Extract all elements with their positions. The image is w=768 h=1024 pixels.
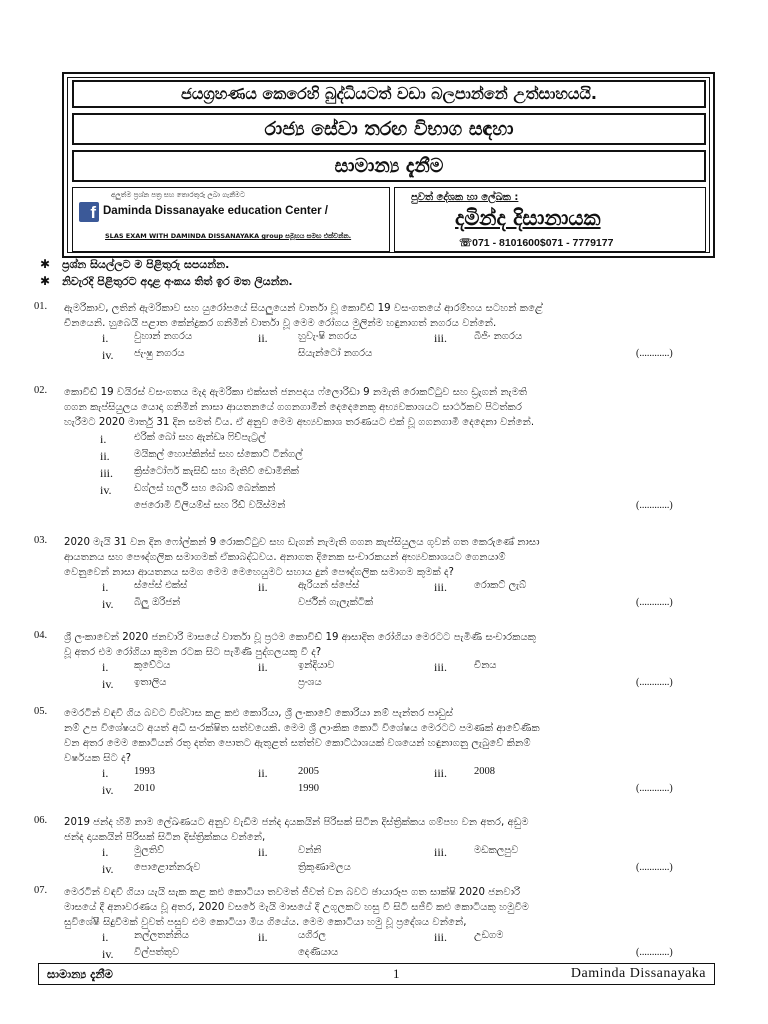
option-numeral: ii. (258, 331, 268, 345)
option-text: මුලතිව් (134, 845, 165, 856)
question-text: මෙරටින් වඳවී ගියා යැයි සැක කළ කළු කොටියා තවමත් ජීවත් වන බවට ඡායාරූප ගත සාක්ෂි 2020 ජනවාරි මාසයේ දී අනාවරණය වූ අතර, 2020 වසරේ මැයි මාසයේ දී උගුලකට හසු වී සිටි සජීවී කළු කොටියකු හමුවීම සුවිශේෂී සිදුවීමක් වුවත් පසුව එම කොටියා මිය ගියේය. මෙම කොටියා හමු වූ ප්‍රදේශය වන්නේ, (64, 887, 530, 928)
option-numeral: iii. (434, 845, 448, 859)
option-numeral: iii. (100, 466, 114, 480)
option-text: 1990 (298, 783, 319, 794)
author-name: දමින්ද දිසානායක (455, 206, 601, 230)
option-row (64, 432, 724, 449)
option-text: උඩගම (474, 930, 504, 941)
option-row (64, 947, 724, 964)
exam-title: රාජ්‍ය සේවා තරඟ විභාග සඳහා (72, 113, 706, 145)
option-text: 1993 (134, 766, 155, 777)
question-text: ඇමරිකාව, ලතින් ඇමරිකාව සහ යුරෝපයේ සියලුයෙන් වාර්තා වූ කොවිඩ් 19 වසංගතයේ ආරම්භය සටහන් කළේ චීනයෙනි. හුබෙයි පළාත කේන්ද්‍රකර ගනිමින් වාර්තා වූ මෙම රෝගය මුලින්ම හඳුනාගත් නගරය වන්නේ. (64, 303, 543, 329)
option-text: වර්ජින් ගැලැක්ටික් (298, 597, 374, 608)
option-numeral: ii. (258, 845, 268, 859)
option-numeral: iv. (102, 862, 114, 876)
question-number: 03. (34, 535, 48, 546)
option-row (64, 766, 724, 783)
option-numeral: i. (102, 580, 109, 594)
option-row (64, 677, 724, 694)
option-row (64, 660, 724, 677)
option-numeral: i. (100, 432, 107, 446)
author-label: පුවත් දේශක හා ලේඛක : (411, 192, 519, 203)
option-text: දෙණියාය (298, 947, 339, 958)
option-text: බීජිං නගරය (474, 331, 523, 342)
option-row (64, 862, 724, 879)
option-numeral: ii. (100, 449, 110, 463)
footer-author: Daminda Dissanayaka (570, 966, 706, 981)
option-text: 2008 (474, 766, 495, 777)
question-number: 01. (34, 301, 48, 312)
question-5 (34, 706, 724, 800)
option-numeral: iv. (102, 783, 114, 797)
option-text: 2010 (134, 783, 155, 794)
question-text: කොවිඩ් 19 වයිරස් වසංගතය මැද ඇමරිකා එක්සත් ජනපදය ෆ්ලොරිඩා 9 නමැති රොකට්ටුව සහ ඩ්‍රැගන් නැමති ගගන කැප්සියුලය යොදා ගනිමින් නාසා ආයතනයේ ගගනගාමීන් දෙදෙනෙකු අභ්‍යවකාශයට සාර්ථකව පිටත්කර හැරීමට 2020 මාර්තු 31 දින සමත් විය. ඒ අනුව මෙම අභ්‍යවකාශ තරණයට එක් වූ ගගනගාමී දෙදෙනා වන්නේ. (64, 387, 535, 428)
option-numeral: iv. (102, 597, 114, 611)
option-text: ජැංෂු නගරය (134, 348, 185, 359)
option-numeral: i. (102, 766, 109, 780)
option-text: බිලු ඔරිජන් (134, 597, 181, 608)
option-text: ක්‍රිස්ටෝෆර් කැසිඩ් සහ මැතිව් ඩොමිනික් (134, 466, 299, 477)
option-row (64, 483, 724, 500)
option-text: මඩකලපුව (474, 845, 519, 856)
option-text: ඉතාලිය (134, 677, 167, 688)
instruction-1: ✱ ප්‍රශ්න සියල්ලට ම පිළිතුරු සපයන්න. (40, 257, 230, 271)
question-text: 2020 මැයි 31 වන දින ෆෝල්කන් 9 රොකට්ටුව සහ ඩැගන් නැමැති ගගන කැප්සියුලය ගුවන් ගත කෙරුණේ නාසා ආයතනය සහ පෞද්ගලික සමාගමක් ඒකාබද්ධවය. අනාගත දිනෙක සංචාරකයන් අභ්‍යවකාශයට ගෙනයාම් වෙනුවෙන් නාසා ආයතනය සමග මෙම මෙහෙයුමට සහාය දුන් පෞද්ගලික සමාගම කුමක් ද? (64, 537, 540, 578)
option-row (64, 466, 724, 483)
option-text: වන්නි (298, 845, 322, 856)
option-text: 2005 (298, 766, 319, 777)
info-hint: අලුත්ම ප්‍රශ්න පත්‍ර සහ තොරතුරු ලබා ගැනීමට (111, 191, 245, 199)
question-1 (34, 301, 724, 365)
answer-blank: (............) (636, 783, 673, 794)
author-phone: ☏071 - 8101600$071 - 7779177 (459, 237, 614, 249)
facebook-page-name: Daminda Dissanayake education Center / (103, 205, 328, 217)
option-numeral: i. (102, 331, 109, 345)
option-numeral: iii. (434, 930, 448, 944)
page-footer (38, 963, 715, 985)
star-icon: ✱ (40, 274, 51, 288)
answer-blank: (............) (636, 597, 673, 608)
answer-blank: (............) (636, 862, 673, 873)
option-numeral: ii. (258, 766, 268, 780)
motto-banner: ජයග්‍රහණය කෙරෙහි බුද්ධියටත් වඩා බලපාන්නේ උත්සාහයයි. (72, 80, 706, 108)
question-2 (34, 385, 724, 517)
option-row (64, 597, 724, 614)
option-text: චීනය (474, 660, 497, 671)
option-numeral: iv. (102, 677, 114, 691)
option-numeral: iii. (434, 580, 448, 594)
option-numeral: iv. (102, 348, 114, 362)
option-numeral: ii. (258, 660, 268, 674)
option-text: එරික් බෝ සහ ඇන්ඩෘ ෆිච්පැට්‍රල් (134, 432, 266, 443)
option-text: කුවේටය (134, 660, 171, 671)
option-text: විල්පත්තුව (134, 947, 180, 958)
option-numeral: iii. (434, 331, 448, 345)
option-text: ජෙරොමි විලියම්ස් සහ රිඩ් වයිස්මන් (134, 500, 286, 511)
question-6 (34, 815, 724, 879)
option-text: ප්‍රංශය (298, 677, 322, 688)
question-number: 05. (34, 706, 48, 717)
answer-blank: (............) (636, 348, 673, 359)
author-info-box (394, 187, 706, 252)
option-numeral: iv. (102, 947, 114, 961)
question-7 (34, 885, 724, 964)
option-numeral: ii. (258, 580, 268, 594)
answer-blank: (............) (636, 500, 673, 511)
option-row (64, 783, 724, 800)
option-text: රොකට් ලැබ් (474, 580, 527, 591)
option-row (64, 930, 724, 947)
subject-title: සාමාන්‍ය දැනීම (72, 150, 706, 182)
option-row (64, 580, 724, 597)
group-name: SLAS EXAM WITH DAMINDA DISSANAYAKA group සමූහය සමඟ එක්වන්න. (105, 232, 352, 240)
option-row (64, 845, 724, 862)
question-3 (34, 535, 724, 614)
footer-title: සාමාන්‍ය දැනීම (47, 966, 113, 981)
option-text: යගිරල (298, 930, 327, 941)
option-text: හුවැංෂි නගරය (298, 331, 357, 342)
question-text: ශ්‍රී ලංකාවෙන් 2020 ජනවාරි මාසයේ වාර්තා වූ ප්‍රථම කොවිඩ් 19 ආසාදිත රෝගියා මෙරටට පැමිණි සංචාරකයකු වූ අතර එම රෝගියා කුමන රටක සිට පැමිණි පුද්ගලයකු වී ද? (64, 632, 537, 658)
facebook-info-box (72, 187, 390, 252)
page-number: 1 (393, 966, 400, 981)
option-text: මයිකල් හොප්කින්ස් සහ ස්කොට් ටින්ගල් (134, 449, 303, 460)
option-text: පොළොන්නරුව (134, 862, 201, 873)
question-text: 2019 ජන්ද හිමි නාම ලේඛණයට අනුව වැඩිම ජන්ද දායකයින් පිරිසක් සිටින දිස්ත්‍රික්කය ගම්පහ වන අතර, අඩුම ජන්ද දායකයින් පිරිසක් සිටින දිස්ත්‍රික්කය වන්නේ, (64, 817, 529, 843)
instruction-2: ✱ නිවැරදි පිළිතුරට අදාළ අංකය තිත් ඉර මත ලියන්න. (40, 274, 293, 288)
question-number: 06. (34, 815, 48, 826)
question-number: 07. (34, 885, 48, 896)
option-text: ඉන්දියාව (298, 660, 335, 671)
option-text: සියැන්ටෝ නගරය (298, 348, 373, 359)
option-numeral: i. (102, 660, 109, 674)
option-numeral: ii. (258, 930, 268, 944)
question-number: 04. (34, 630, 48, 641)
option-numeral: i. (102, 930, 109, 944)
facebook-icon: f (79, 202, 99, 222)
answer-blank: (............) (636, 677, 673, 688)
option-numeral: i. (102, 845, 109, 859)
option-text: ත්‍රිකුණාමලය (298, 862, 351, 873)
option-row (64, 500, 724, 517)
star-icon: ✱ (40, 257, 51, 271)
answer-blank: (............) (636, 947, 673, 958)
question-text: මෙරටින් වඳවී ගිය බවට විශ්වාස කළ කළු කොරියා, ශ්‍රී ලංකාවේ කොරියා නම් පැන්තර පාඩුස් නම් උප විශේෂයට අයත් අධි සංරක්ෂිත සත්වයෙකි. මෙම ශ්‍රී ලාංකික කොටි විශේෂය මෙරටට පමණක් ආවේණික වන අතර මෙම කොටියන් රතු දත්ත පොතට ඇතුළත් සත්ත්ව කොට්ඨාශයක් වශයෙන් හඳුනාගනු ලැබුවේ කිනම් වර්ෂයක සිට ද? (64, 708, 540, 764)
option-numeral: iii. (434, 660, 448, 674)
option-text: ස්පේස් එක්ස් (134, 580, 188, 591)
option-numeral: iv. (100, 483, 112, 497)
option-text: ඩග්ලස් හර්ලි සහ බොබ් බෙන්කන් (134, 483, 276, 494)
option-numeral: iii. (434, 766, 448, 780)
option-text: ඇරියන් ස්පේස් (298, 580, 360, 591)
option-text: වුහාන් නගරය (134, 331, 193, 342)
option-row (64, 331, 724, 348)
question-number: 02. (34, 385, 48, 396)
question-4 (34, 630, 724, 694)
option-row (64, 449, 724, 466)
option-row (64, 348, 724, 365)
option-text: නල්ලතන්නිය (134, 930, 189, 941)
